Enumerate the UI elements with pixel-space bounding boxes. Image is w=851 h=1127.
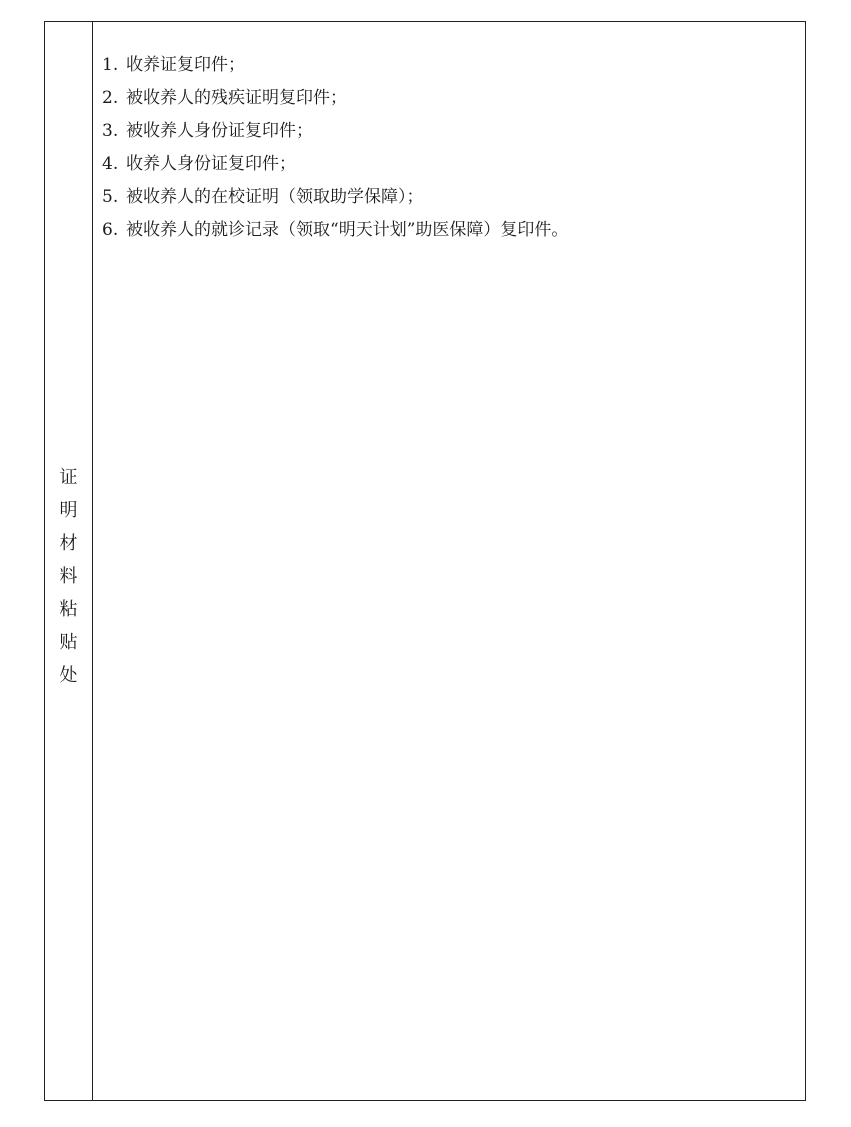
item-text: 收养人身份证复印件； [126,154,296,174]
label-char: 明 [59,499,78,521]
label-char: 处 [59,664,78,686]
item-text: 被收养人身份证复印件； [126,121,313,141]
list-item [102,115,568,148]
item-number: 6. [102,220,119,240]
item-number: 1. [102,55,119,75]
label-char: 料 [59,565,78,587]
list-item [102,82,568,115]
item-text: 收养证复印件； [126,55,245,75]
materials-attach-label [60,461,78,692]
item-number: 4. [102,154,119,174]
label-cell [45,22,93,1100]
list-item [102,49,568,82]
item-number: 2. [102,88,119,108]
label-char: 粘 [59,598,78,620]
list-item [102,181,568,214]
content-cell [93,22,805,1100]
item-text: 被收养人的残疾证明复印件； [126,88,347,108]
item-number: 5. [102,187,119,207]
item-text: 被收养人的在校证明（领取助学保障）； [126,187,424,207]
label-char: 材 [59,532,78,554]
list-item [102,148,568,181]
list-item [102,214,568,247]
label-char: 贴 [59,631,78,653]
item-number: 3. [102,121,119,141]
item-text: 被收养人的就诊记录（领取“明天计划”助医保障）复印件。 [126,220,569,240]
required-documents-list [102,49,568,247]
label-char: 证 [59,466,78,488]
materials-table [44,21,806,1101]
